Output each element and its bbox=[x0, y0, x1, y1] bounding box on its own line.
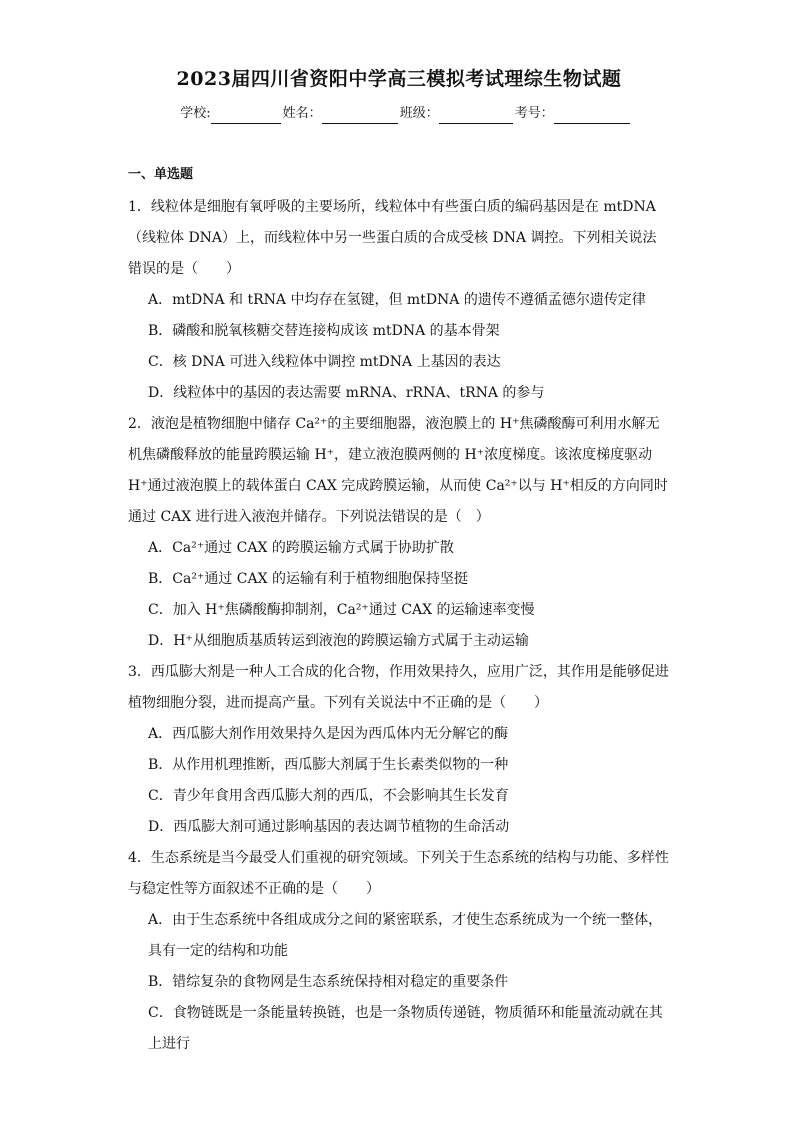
meta-name-label: 姓名： bbox=[282, 106, 322, 121]
meta-name bbox=[283, 104, 400, 124]
section-heading: 一、单选题 bbox=[128, 167, 194, 182]
option-c: C．加入 H⁺焦磷酸酶抑制剂，Ca²⁺通过 CAX 的运输速率变慢 bbox=[148, 602, 535, 618]
option-a: A．由于生态系统中各组成成分之间的紧密联系，才使生态系统成为一个统一整体，具有一定的结构和功能 bbox=[148, 912, 663, 959]
question-stem: 4．生态系统是当今最受人们重视的研究领域。下列关于生态系统的结构与功能、多样性与稳定性等方面叙述不正确的是（ ） bbox=[128, 850, 669, 897]
option-d: D．H⁺从细胞质基质转运到液泡的跨膜运输方式属于主动运输 bbox=[148, 633, 529, 649]
meta-class-label: 班级： bbox=[399, 106, 439, 121]
option-b: B．磷酸和脱氧核糖交替连接构成该 mtDNA 的基本骨架 bbox=[148, 323, 500, 339]
option-d: D．西瓜膨大剂可通过影响基因的表达调节植物的生命活动 bbox=[148, 819, 510, 835]
question-stem: 1．线粒体是细胞有氧呼吸的主要场所，线粒体中有些蛋白质的编码基因是在 mtDNA（线粒体 DNA）上，而线粒体中另一些蛋白质的合成受核 DNA 调控。下列相关说法错误的是（ ） bbox=[128, 199, 657, 277]
option-b: B．错综复杂的食物网是生态系统保持相对稳定的重要条件 bbox=[148, 974, 509, 990]
meta-school-blank[interactable] bbox=[211, 108, 281, 124]
option-b: B．Ca²⁺通过 CAX 的运输有利于植物细胞保持坚挺 bbox=[148, 571, 469, 587]
student-info-row bbox=[128, 104, 670, 124]
meta-exam-number bbox=[515, 104, 632, 124]
question-2 bbox=[128, 409, 670, 657]
meta-class-blank[interactable] bbox=[439, 108, 513, 124]
question-stem: 3．西瓜膨大剂是一种人工合成的化合物，作用效果持久，应用广泛，其作用是能够促进植物细胞分裂，进而提高产量。下列有关说法中不正确的是（ ） bbox=[128, 664, 669, 711]
question-1 bbox=[128, 192, 670, 409]
meta-class bbox=[400, 104, 515, 124]
question-stem: 2．液泡是植物细胞中储存 Ca²⁺的主要细胞器，液泡膜上的 H⁺焦磷酸酶可利用水解无机焦磷酸释放的能量跨膜运输 H⁺，建立液泡膜两侧的 H⁺浓度梯度。该浓度梯度驱动 H⁺通过液泡膜上的载体蛋白 CAX 完成跨膜运输，从而使 Ca²⁺以与 H⁺相反的方向同时通过 CAX 进行进入液泡并储存。下列说法错误的是（ ） bbox=[128, 416, 668, 525]
question-3 bbox=[128, 657, 670, 843]
option-a: A．Ca²⁺通过 CAX 的跨膜运输方式属于协助扩散 bbox=[148, 540, 454, 556]
option-c: C．青少年食用含西瓜膨大剂的西瓜，不会影响其生长发育 bbox=[148, 788, 509, 804]
option-d: D．线粒体中的基因的表达需要 mRNA、rRNA、tRNA 的参与 bbox=[148, 385, 545, 401]
option-c: C．核 DNA 可进入线粒体中调控 mtDNA 上基因的表达 bbox=[148, 354, 501, 370]
option-a: A．西瓜膨大剂作用效果持久是因为西瓜体内无分解它的酶 bbox=[148, 726, 509, 742]
option-b: B．从作用机理推断，西瓜膨大剂属于生长素类似物的一种 bbox=[148, 757, 509, 773]
page-title: 2023届四川省资阳中学高三模拟考试理综生物试题 bbox=[176, 68, 622, 90]
meta-school bbox=[180, 104, 282, 124]
meta-name-blank[interactable] bbox=[322, 108, 398, 124]
meta-exam-number-blank[interactable] bbox=[554, 108, 630, 124]
meta-school-label: 学校: bbox=[180, 106, 211, 121]
option-c: C．食物链既是一条能量转换链，也是一条物质传递链，物质循环和能量流动就在其上进行 bbox=[148, 1005, 663, 1052]
meta-exam-number-label: 考号： bbox=[514, 106, 554, 121]
option-a: A．mtDNA 和 tRNA 中均存在氢键，但 mtDNA 的遗传不遵循孟德尔遗传定律 bbox=[148, 292, 646, 308]
question-4 bbox=[128, 843, 670, 1060]
